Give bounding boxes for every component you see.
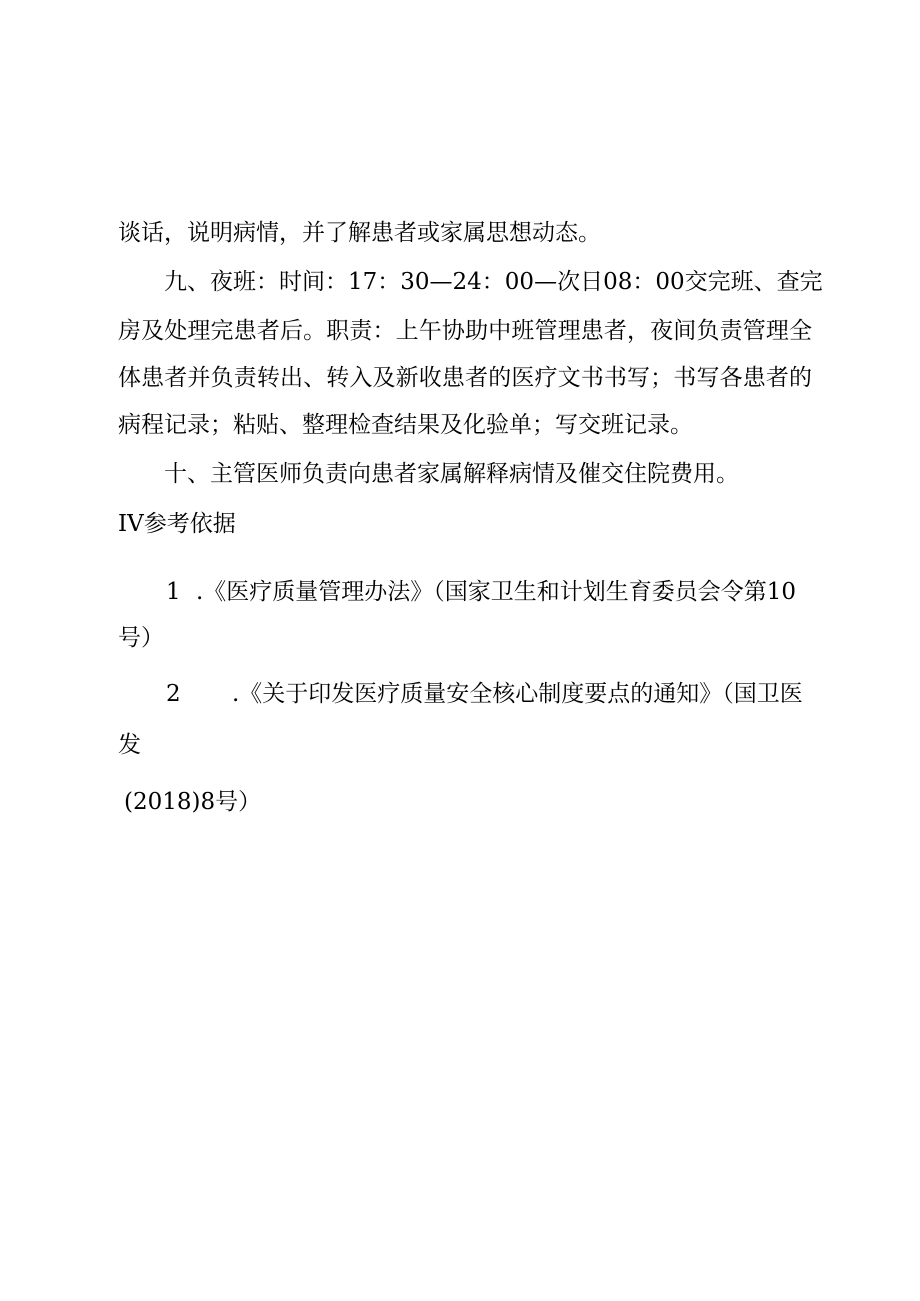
reference-2-line-1	[166, 679, 812, 709]
paragraph-9-line-4: 病程记录；粘贴、整理检查结果及化验单；写交班记录。	[118, 412, 693, 438]
paragraph-8-tail: 谈话，说明病情，并了解患者或家属思想动态。	[118, 220, 601, 246]
reference-2-text: .《关于印发医疗质量安全核心制度要点的通知》（国卫医	[231, 681, 803, 707]
paragraph-9-line-2: 房及处理完患者后。职责：上午协助中班管理患者，夜间负责管理全	[118, 318, 812, 344]
paragraph-9-line-1: 九、夜班：时间：17：30—24：00—次日08：00交完班、查完	[164, 269, 823, 295]
paragraph-9-line-3: 体患者并负责转出、转入及新收患者的医疗文书书写；书写各患者的	[118, 365, 812, 391]
reference-2-number: 2	[166, 681, 181, 707]
reference-1-line-2: 号）	[118, 625, 164, 651]
reference-1-text: .《医疗质量管理办法》（国家卫生和计划生育委员会令第10	[195, 579, 797, 605]
reference-1-line-1	[166, 577, 812, 607]
reference-1-number: 1	[166, 579, 181, 605]
reference-2-line-2: 发	[118, 732, 141, 758]
paragraph-10: 十、主管医师负责向患者家属解释病情及催交住院费用。	[164, 461, 739, 487]
section-heading: IV参考依据	[118, 511, 236, 537]
reference-2-line-3: (2018)8号）	[124, 789, 262, 815]
